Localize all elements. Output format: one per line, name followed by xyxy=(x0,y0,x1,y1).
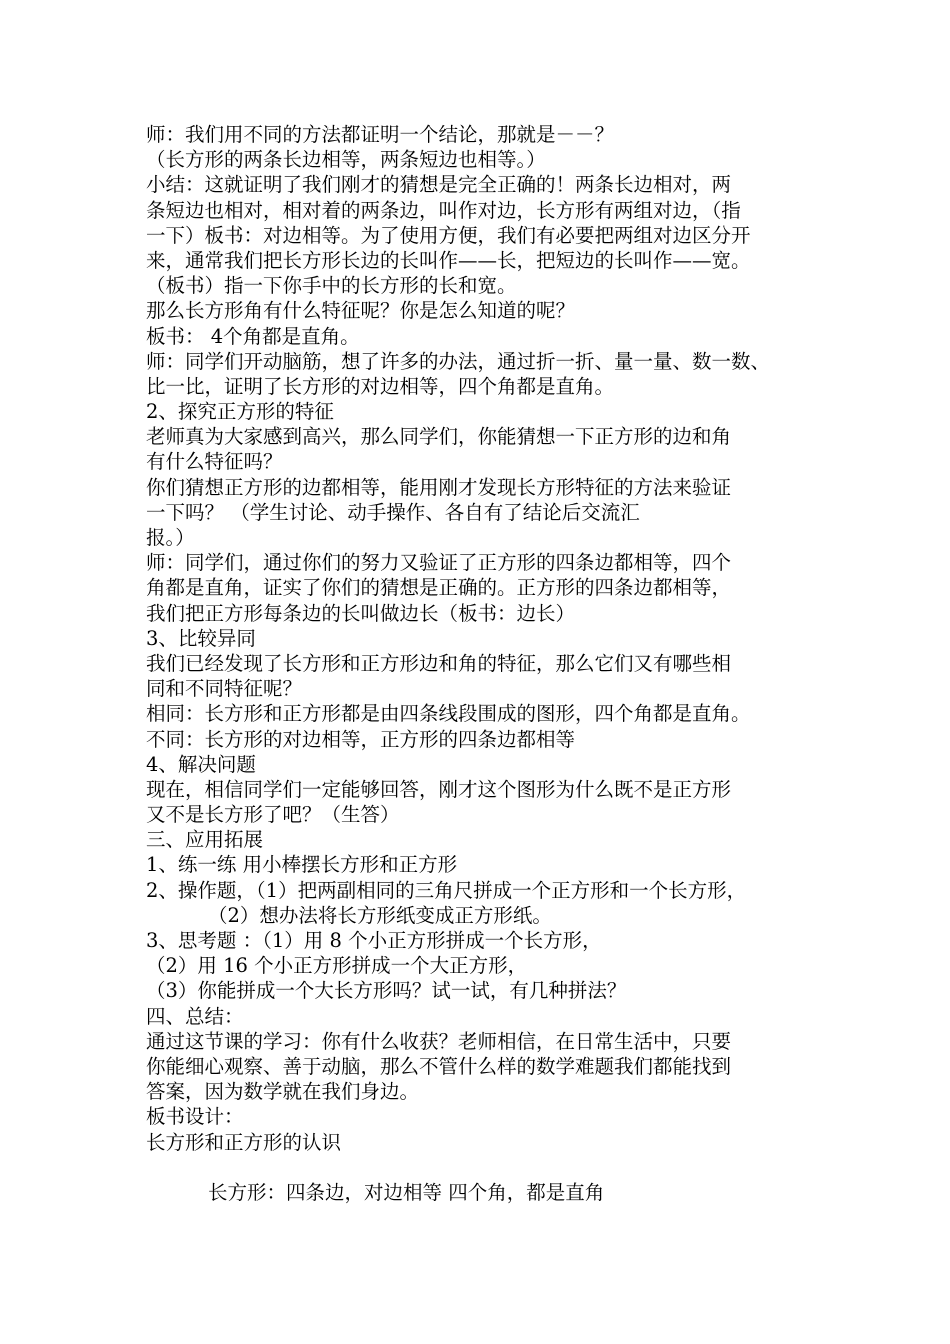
text-line: 师：同学们开动脑筋，想了许多的办法，通过折一折、量一量、数一数、 xyxy=(146,349,771,373)
section-heading: 四、总结： xyxy=(146,1004,244,1028)
text-line: 长方形和正方形的认识 xyxy=(146,1130,342,1154)
text-line: 条短边也相对，相对着的两条边，叫作对边，长方形有两组对边，（指 xyxy=(146,198,741,222)
text-line: 我们已经发现了长方形和正方形边和角的特征，那么它们又有哪些相 xyxy=(146,651,732,675)
section-heading: 三、应用拓展 xyxy=(146,828,264,852)
text-line: 长方形：四条边，对边相等 四个角，都是直角 xyxy=(208,1180,605,1204)
text-line: 2、操作题，（1）把两副相同的三角尺拼成一个正方形和一个长方形， xyxy=(146,878,747,902)
blank-line xyxy=(146,1155,826,1180)
text-line: （2）用 16 个小正方形拼成一个大正方形， xyxy=(146,954,528,978)
section-heading: 3、比较异同 xyxy=(146,626,256,650)
text-line: 不同：长方形的对边相等，正方形的四条边都相等 xyxy=(146,727,576,751)
text-line: 来，通常我们把长方形长边的长叫作——长，把短边的长叫作——宽。 xyxy=(146,248,751,272)
document-body xyxy=(146,122,826,1205)
text-line: 比一比，证明了长方形的对边相等，四个角都是直角。 xyxy=(146,374,615,398)
text-line: 那么长方形角有什么特征呢？你是怎么知道的呢？ xyxy=(146,299,576,323)
text-line: 现在，相信同学们一定能够回答，刚才这个图形为什么既不是正方形 xyxy=(146,777,732,801)
text-line: 通过这节课的学习：你有什么收获？老师相信，在日常生活中，只要 xyxy=(146,1029,732,1053)
text-line: 小结：这就证明了我们刚才的猜想是完全正确的！两条长边相对，两 xyxy=(146,173,732,197)
text-line: 有什么特征吗？ xyxy=(146,450,283,474)
text-line: 你们猜想正方形的边都相等，能用刚才发现长方形特征的方法来验证 xyxy=(146,475,732,499)
text-line: 板书： 4个角都是直角。 xyxy=(146,324,360,348)
text-line: 板书设计： xyxy=(146,1105,244,1129)
text-line: 师：同学们，通过你们的努力又验证了正方形的四条边都相等，四个 xyxy=(146,551,732,575)
text-line: 1、练一练 用小棒摆长方形和正方形 xyxy=(146,853,458,877)
text-line: 答案，因为数学就在我们身边。 xyxy=(146,1080,420,1104)
text-line: 一下吗？ （学生讨论、动手操作、各自有了结论后交流汇 xyxy=(146,500,640,524)
text-line: 同和不同特征呢？ xyxy=(146,677,303,701)
text-line: 师：我们用不同的方法都证明一个结论，那就是－－？ xyxy=(146,123,615,146)
text-line: 我们把正方形每条边的长叫做边长（板书：边长） xyxy=(146,601,576,625)
text-line: 报。） xyxy=(146,526,195,549)
text-line: 角都是直角，证实了你们的猜想是正确的。正方形的四条边都相等， xyxy=(146,576,732,600)
text-line: 相同：长方形和正方形都是由四条线段围成的图形，四个角都是直角。 xyxy=(146,702,751,726)
text-line: （板书）指一下你手中的长方形的长和宽。 xyxy=(146,274,517,298)
text-line: 你能细心观察、善于动脑，那么不管什么样的数学难题我们都能找到 xyxy=(146,1054,732,1078)
section-heading: 2、探究正方形的特征 xyxy=(146,400,334,424)
text-line: （3）你能拼成一个大长方形吗？试一试，有几种拼法？ xyxy=(146,979,627,1003)
text-line: 又不是长方形了吧？（生答） xyxy=(146,803,400,827)
text-line: 一下）板书：对边相等。为了使用方便，我们有必要把两组对边区分开 xyxy=(146,223,751,247)
text-line: 老师真为大家感到高兴，那么同学们，你能猜想一下正方形的边和角 xyxy=(146,425,732,449)
section-heading: 4、解决问题 xyxy=(146,752,256,776)
text-line: （2）想办法将长方形纸变成正方形纸。 xyxy=(208,903,552,927)
text-line: （长方形的两条长边相等，两条短边也相等。） xyxy=(146,148,546,172)
text-line: 3、思考题 ：（1）用 8 个小正方形拼成一个长方形， xyxy=(146,929,602,952)
